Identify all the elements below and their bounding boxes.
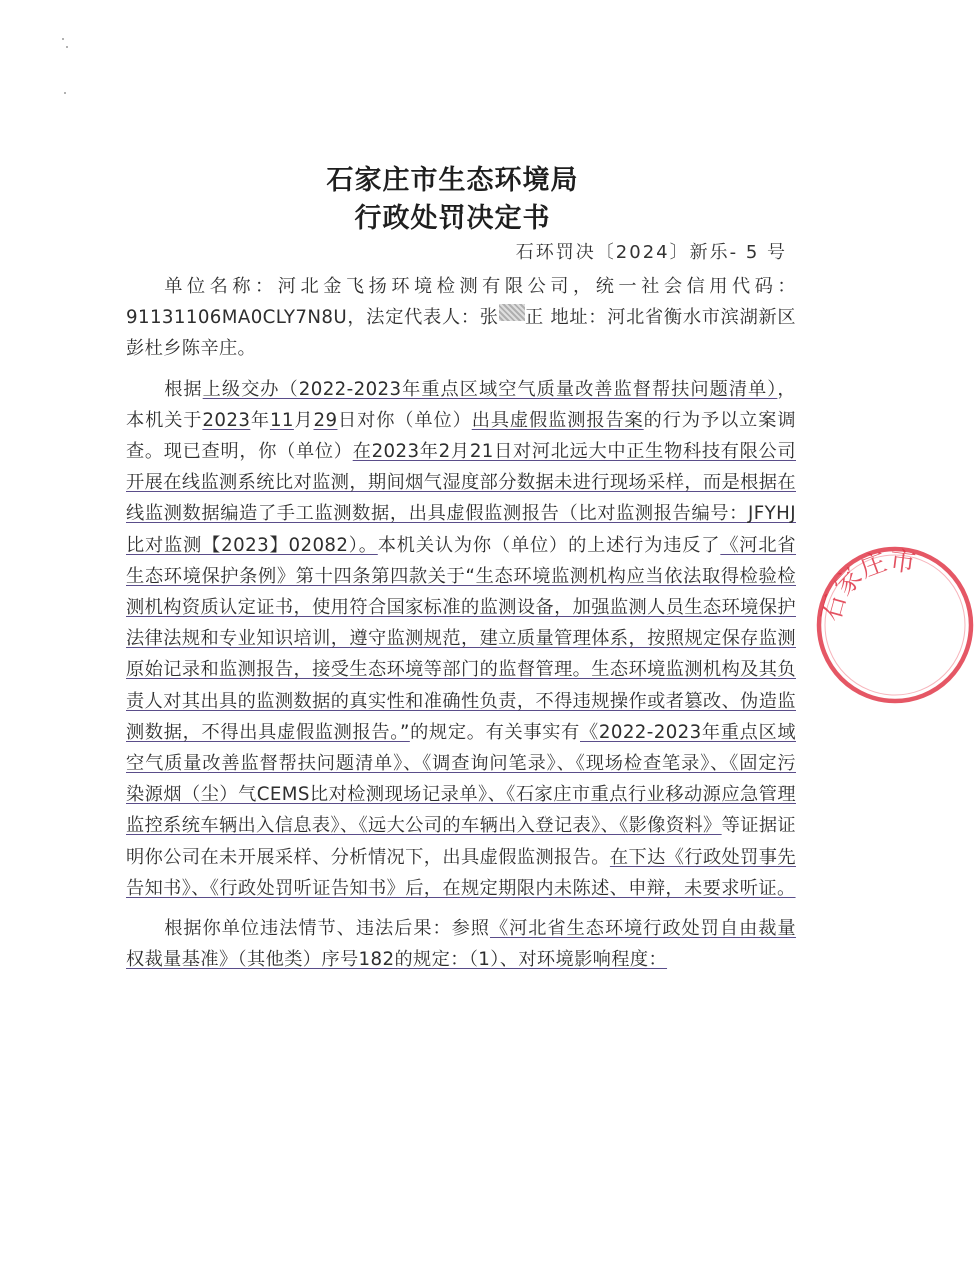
redacted-name-mosaic xyxy=(499,304,525,321)
findings-text: 月 xyxy=(293,409,314,431)
document-number: 石环罚决〔2024〕新乐- 5 号 xyxy=(515,242,787,263)
seal-text: 石家庄市 xyxy=(816,545,918,625)
scan-speck xyxy=(64,92,66,94)
party-address-text: 正 地址：河北省衡水市滨湖新区彭杜乡陈辛庄。 xyxy=(126,307,796,360)
paragraph-penalty-basis xyxy=(126,913,796,975)
findings-text: 等证据证明你公司在未开展采样、分析情况下，出具虚假监测报告。 xyxy=(126,815,796,868)
paragraph-party-info xyxy=(126,271,796,365)
case-source: 上级交办（2022-2023年重点区域空气质量改善监督帮扶问题清单） xyxy=(202,378,778,400)
findings-text: ，本机关于 xyxy=(126,378,796,431)
findings-text: 的行为予以立案调查。现已查明，你（单位） xyxy=(126,409,796,463)
penalty-basis-text: 根据你单位违法情节、违法后果：参照 xyxy=(164,918,490,940)
discretion-standard: 《河北省生态环境行政处罚自由裁量权裁量基准》（其他类）序号182的规定：（1）、对环境影响程度： xyxy=(126,918,796,971)
evidence-list: 《2022-2023年重点区域空气质量改善监督帮扶问题清单》、《调查询问笔录》、《现场检查笔录》、《固定污染源烟（尘）气CEMS比对检测现场记录单》、《石家庄市重点行业移动源应急管理监控系统车辆出入信息表》、《远大公司的车辆出入登记表》、《影像资料》 xyxy=(126,721,796,837)
findings-text: 本机关认为你（单位）的上述行为违反了 xyxy=(377,534,721,556)
scan-speck xyxy=(62,38,64,40)
party-info-text: 单位名称：河北金飞扬环境检测有限公司，统一社会信用代码：91131106MA0CLY7N8U，法定代表人：张 xyxy=(126,276,796,329)
findings-text: 日对你（单位） xyxy=(337,409,472,431)
violated-regulation: 《河北省生态环境保护条例》第十四条第四款关于“生态环境监测机构应当依法取得检验检测机构资质认定证书，使用符合国家标准的监测设备，加强监测人员生态环境保护法律法规和专业知识培训，遵守监测规范，建立质量管理体系，按照规定保存监测原始记录和监测报告，接受生态环境等部门的监督管理。生态环境监测机构及其负责人对其出具的监测数据的真实性和准确性负责，不得违规操作或者篡改、伪造监测数据，不得出具虚假监测报告。” xyxy=(126,534,797,743)
violation-facts: 在2023年2月21日对河北远大中正生物科技有限公司开展在线监测系统比对监测，期间烟气湿度部分数据未进行现场采样，而是根据在线监测数据编造了手工监测数据，出具虚假监测报告（比对监测报告编号：JFYHJ比对监测【2023】02082）。 xyxy=(126,441,796,556)
filing-year: 2023 xyxy=(202,409,251,431)
findings-text: 的规定。有关事实有 xyxy=(409,721,580,743)
paragraph-findings xyxy=(126,374,796,904)
notice-statement: 在下达《行政处罚事先告知书》、《行政处罚听证告知书》后，在规定期限内未陈述、申辩，未要求听证。 xyxy=(126,846,796,899)
filing-day: 29 xyxy=(313,409,338,431)
document-title-line1: 石家庄市生态环境局 xyxy=(326,165,579,196)
case-name: 出具虚假监测报告案 xyxy=(471,409,644,431)
findings-text: 根据 xyxy=(164,378,203,400)
filing-month: 11 xyxy=(269,409,294,431)
document-body xyxy=(126,271,796,975)
official-seal xyxy=(810,540,980,710)
scan-speck xyxy=(66,46,68,48)
findings-text: 年 xyxy=(250,409,270,431)
document-title-line2: 行政处罚决定书 xyxy=(354,203,551,234)
